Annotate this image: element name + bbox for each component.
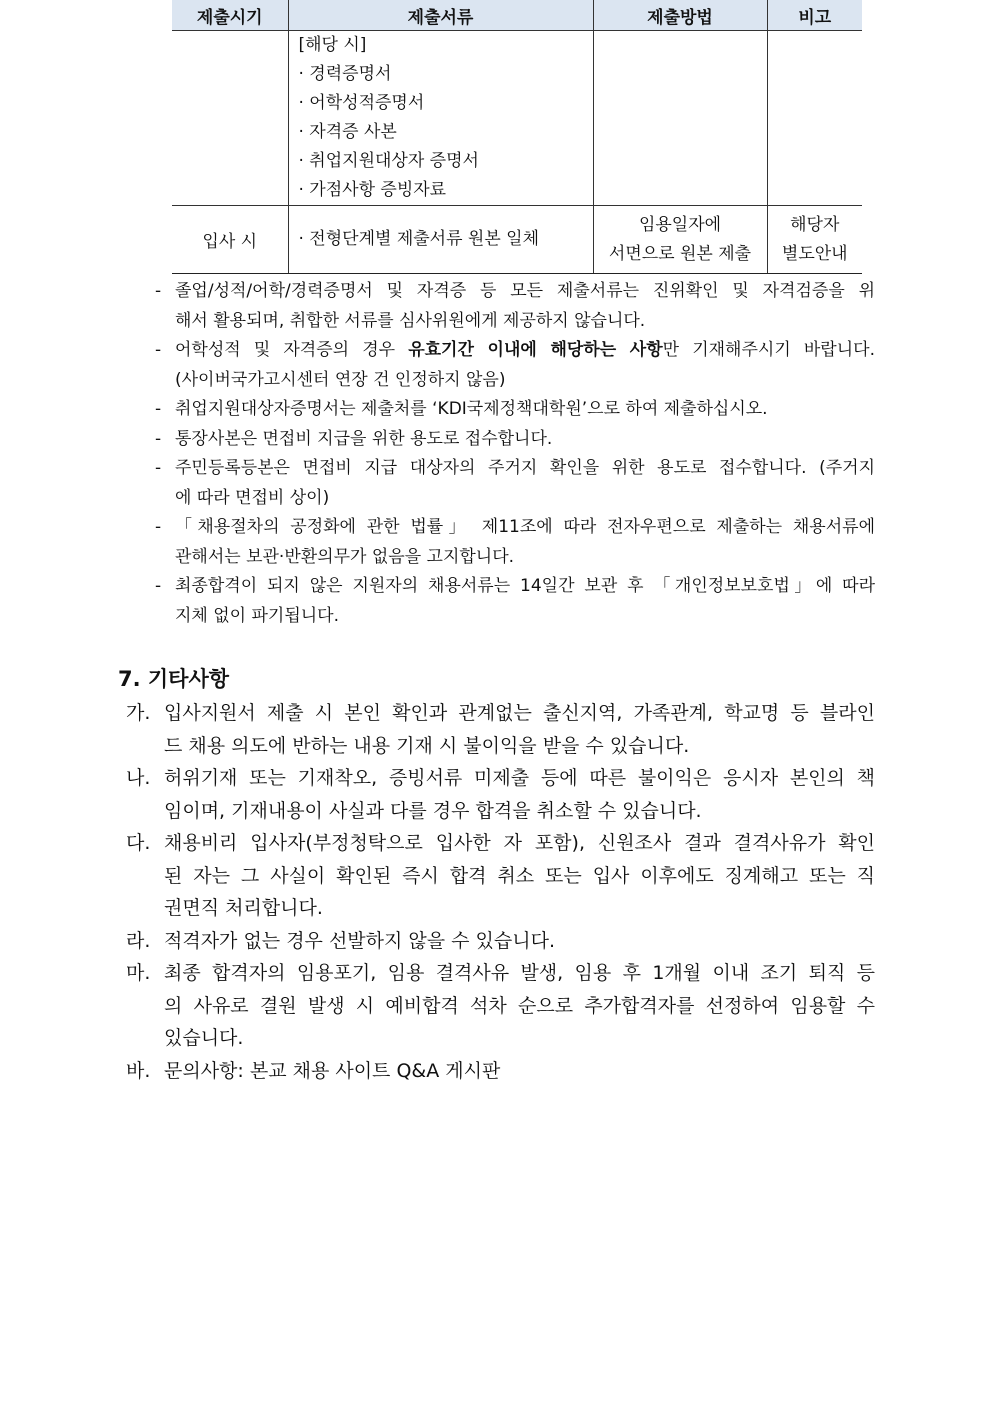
header-documents: 제출서류: [288, 0, 593, 31]
list-item: [126, 827, 875, 925]
note-item: [155, 513, 875, 572]
method-line: 임용일자에: [638, 214, 722, 235]
note-line: 에 따라 면접비 상이): [175, 487, 330, 508]
note-line: 최종합격이 되지 않은 지원자의 채용서류는 14일간 보관 후 「개인정보보호법」에 따라: [175, 576, 875, 596]
item-marker: 라.: [126, 929, 151, 952]
item-line: 있습니다.: [164, 1027, 244, 1049]
item-line: 입사지원서 제출 시 본인 확인과 관계없는 출신지역, 가족관계, 학교명 등 블라인: [164, 702, 875, 724]
note-line: [175, 336, 875, 366]
note-line: 「채용절차의 공정화에 관한 법률」 제11조에 따라 전자우편으로 제출하는 채용서류에: [175, 517, 875, 537]
table-row: [172, 206, 862, 274]
remarks-line: 별도안내: [781, 243, 848, 264]
note-line: 해서 활용되며, 취합한 서류를 심사위원에게 제공하지 않습니다.: [175, 310, 646, 331]
item-line: 된 자는 그 사실이 확인된 즉시 합격 취소 또는 입사 이후에도 징계해고 또는 직: [164, 864, 875, 887]
item-line: 최종 합격자의 임용포기, 임용 결격사유 발생, 임용 후 1개월 이내 조기 퇴직 등: [164, 962, 875, 984]
item-line: 채용비리 입사자(부정청탁으로 입사한 자 포함), 신원조사 결과 결격사유가 확인: [164, 832, 875, 854]
list-item: [126, 1055, 875, 1088]
dash-marker: -: [155, 576, 162, 596]
note-item: [155, 572, 875, 631]
misc-items-list: [126, 697, 875, 1087]
item-marker: 가.: [126, 702, 151, 724]
item-line: 허위기재 또는 기재착오, 증빙서류 미제출 등에 따른 불이익은 응시자 본인의 책: [164, 767, 875, 789]
item-marker: 다.: [126, 832, 151, 854]
note-line: 졸업/성적/어학/경력증명서 및 자격증 등 모든 제출서류는 진위확인 및 자격검증을 위: [175, 281, 875, 301]
item-marker: 나.: [126, 767, 151, 789]
note-line: 통장사본은 면접비 지급을 위한 용도로 접수합니다.: [175, 428, 553, 449]
note-line: 관해서는 보관·반환의무가 없음을 고지합니다.: [175, 546, 515, 567]
item-line: 의 사유로 결원 발생 시 예비합격 석차 순으로 추가합격자를 선정하여 임용할 수: [164, 994, 875, 1017]
note-text: 만 기재해주시기 바랍니다.: [662, 340, 875, 360]
cell-remarks: [767, 31, 862, 206]
header-timing: 제출시기: [172, 0, 288, 31]
dash-marker: -: [155, 399, 162, 419]
note-line: 취업지원대상자증명서는 제출처를 ‘KDI국제정책대학원’으로 하여 제출하십시오.: [175, 399, 768, 419]
list-item: [126, 697, 875, 762]
remarks-line: 해당자: [790, 214, 840, 235]
doc-line: [해당 시]: [298, 35, 367, 55]
dash-marker: -: [155, 458, 162, 478]
note-item: [155, 277, 875, 336]
item-line: 임이며, 기재내용이 사실과 다를 경우 합격을 취소할 수 있습니다.: [164, 799, 702, 822]
dash-marker: -: [155, 281, 162, 301]
note-line: (사이버국가고시센터 연장 건 인정하지 않음): [175, 369, 506, 390]
cell-timing: 입사 시: [172, 206, 288, 274]
note-item: [155, 395, 875, 425]
list-item: [126, 762, 875, 827]
item-line: 적격자가 없는 경우 선발하지 않을 수 있습니다.: [164, 929, 556, 952]
item-line: 권면직 처리합니다.: [164, 897, 323, 919]
cell-method: [593, 31, 767, 206]
dash-marker: -: [155, 428, 162, 449]
note-item: [155, 336, 875, 395]
cell-documents: [288, 31, 593, 206]
note-item: [155, 454, 875, 513]
doc-line: · 자격증 사본: [298, 122, 397, 142]
table-row: [172, 31, 862, 206]
doc-line: · 취업지원대상자 증명서: [298, 151, 479, 171]
item-marker: 마.: [126, 962, 151, 984]
cell-documents: [288, 206, 593, 274]
note-line: 지체 없이 파기됩니다.: [175, 605, 340, 626]
section-title: 7. 기타사항: [118, 667, 230, 691]
note-item: [155, 425, 875, 455]
item-line: 드 채용 의도에 반하는 내용 기재 시 불이익을 받을 수 있습니다.: [164, 734, 690, 757]
list-item: [126, 957, 875, 1055]
doc-line: · 어학성적증명서: [298, 93, 425, 113]
doc-line: · 가점사항 증빙자료: [298, 180, 447, 200]
item-marker: 바.: [126, 1059, 151, 1082]
header-method: 제출방법: [593, 0, 767, 31]
emphasis-text: 유효기간 이내에 해당하는 사항: [408, 340, 663, 360]
dash-marker: -: [155, 517, 162, 537]
header-remarks: 비고: [767, 0, 862, 31]
cell-method: [593, 206, 767, 274]
cell-remarks: [767, 206, 862, 274]
doc-line: · 전형단계별 제출서류 원본 일체: [298, 229, 540, 249]
dash-marker: -: [155, 340, 162, 360]
method-line: 서면으로 원본 제출: [608, 243, 752, 264]
table-header-row: [172, 0, 862, 31]
submission-table: [172, 0, 862, 274]
list-item: [126, 925, 875, 958]
cell-timing: [172, 31, 288, 206]
note-text: 어학성적 및 자격증의 경우: [175, 340, 409, 360]
doc-line: · 경력증명서: [298, 64, 392, 84]
notes-list: [155, 277, 875, 631]
item-line: 문의사항: 본교 채용 사이트 Q&A 게시판: [164, 1059, 501, 1082]
note-line: 주민등록등본은 면접비 지급 대상자의 주거지 확인을 위한 용도로 접수합니다. (주거지: [175, 458, 875, 478]
